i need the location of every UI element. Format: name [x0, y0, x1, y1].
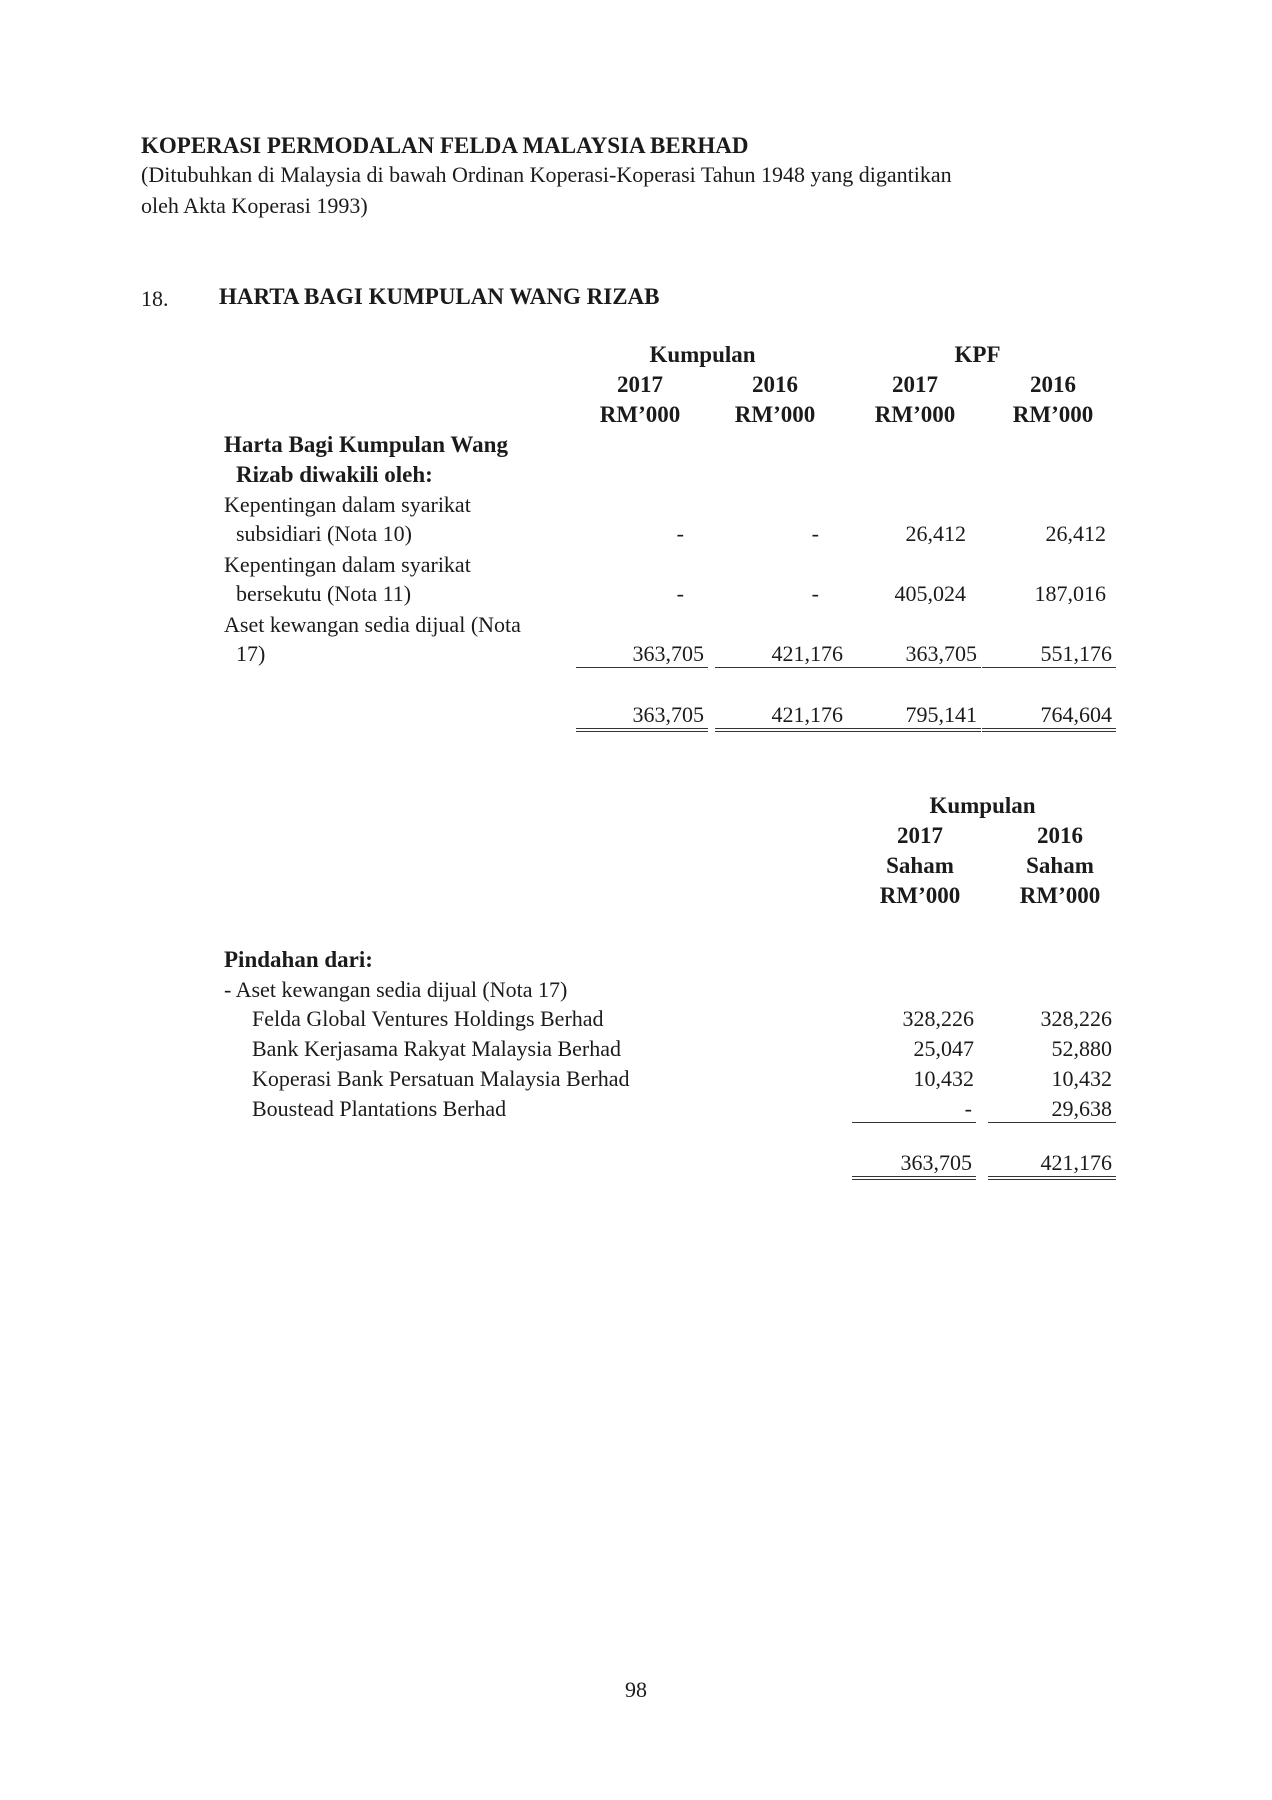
year-header: 2017 — [892, 372, 938, 397]
value-cell: - — [811, 581, 819, 606]
organization-description-line1: (Ditubuhkan di Malaysia di bawah Ordinan Koperasi-Koperasi Tahun 1948 yang digantikan — [141, 162, 952, 187]
value-cell: 26,412 — [1045, 521, 1106, 546]
value-cell: - — [811, 521, 819, 546]
page-number: 98 — [625, 1677, 647, 1702]
unit-header: RM’000 — [1019, 883, 1101, 908]
row-label: Kepentingan dalam syarikat — [224, 492, 471, 517]
total-cell: 795,141 — [847, 702, 981, 732]
total-cell: 363,705 — [852, 1150, 976, 1180]
row-label: Boustead Plantations Berhad — [252, 1096, 507, 1121]
year-header: 2017 — [617, 372, 663, 397]
organization-description-line2: oleh Akta Koperasi 1993) — [141, 193, 368, 218]
total-cell: 764,604 — [982, 702, 1116, 732]
value-cell: - — [676, 581, 684, 606]
table-heading: Rizab diwakili oleh: — [236, 462, 433, 487]
row-label: bersekutu (Nota 11) — [236, 581, 412, 606]
year-header: 2017 — [897, 823, 943, 848]
value-cell: - — [676, 521, 684, 546]
value-cell: 25,047 — [913, 1036, 974, 1061]
subheader: Saham — [1026, 853, 1094, 878]
total-cell: 363,705 — [576, 702, 708, 732]
year-header: 2016 — [1030, 372, 1076, 397]
organization-name: KOPERASI PERMODALAN FELDA MALAYSIA BERHAD — [141, 133, 749, 158]
value-cell: 328,226 — [902, 1006, 974, 1031]
value-cell: 551,176 — [982, 641, 1116, 668]
unit-header: RM’000 — [1012, 402, 1094, 427]
row-label: subsidiari (Nota 10) — [236, 521, 412, 546]
subheader: Saham — [886, 853, 954, 878]
value-cell: 421,176 — [715, 641, 847, 668]
group-header-kumpulan: Kumpulan — [649, 342, 756, 367]
row-label: Aset kewangan sedia dijual (Nota — [224, 612, 521, 637]
value-cell: 363,705 — [847, 641, 981, 668]
section-number: 18. — [141, 286, 169, 311]
value-cell: 10,432 — [1051, 1066, 1112, 1091]
group-header-kumpulan: Kumpulan — [929, 793, 1036, 818]
value-cell: 328,226 — [1040, 1006, 1112, 1031]
unit-header: RM’000 — [734, 402, 816, 427]
unit-header: RM’000 — [879, 883, 961, 908]
value-cell: 10,432 — [913, 1066, 974, 1091]
value-cell: 405,024 — [894, 581, 966, 606]
value-cell: 26,412 — [905, 521, 966, 546]
unit-header: RM’000 — [599, 402, 681, 427]
row-label: Felda Global Ventures Holdings Berhad — [252, 1006, 604, 1031]
section-title: HARTA BAGI KUMPULAN WANG RIZAB — [219, 284, 660, 309]
row-label: Kepentingan dalam syarikat — [224, 552, 471, 577]
year-header: 2016 — [1037, 823, 1083, 848]
group-header-kpf: KPF — [954, 342, 1001, 367]
total-cell: 421,176 — [988, 1150, 1116, 1180]
table-heading: Harta Bagi Kumpulan Wang — [224, 432, 508, 457]
total-cell: 421,176 — [715, 702, 847, 732]
row-label: Bank Kerjasama Rakyat Malaysia Berhad — [252, 1036, 621, 1061]
row-label: Koperasi Bank Persatuan Malaysia Berhad — [252, 1066, 630, 1091]
unit-header: RM’000 — [874, 402, 956, 427]
value-cell: 187,016 — [1034, 581, 1106, 606]
row-label: 17) — [236, 641, 266, 666]
table-subheading: - Aset kewangan sedia dijual (Nota 17) — [224, 977, 568, 1002]
value-cell: 363,705 — [576, 641, 708, 668]
value-cell: 29,638 — [988, 1096, 1116, 1123]
value-cell: - — [852, 1096, 976, 1123]
year-header: 2016 — [752, 372, 798, 397]
value-cell: 52,880 — [1051, 1036, 1112, 1061]
table-heading: Pindahan dari: — [224, 947, 373, 972]
